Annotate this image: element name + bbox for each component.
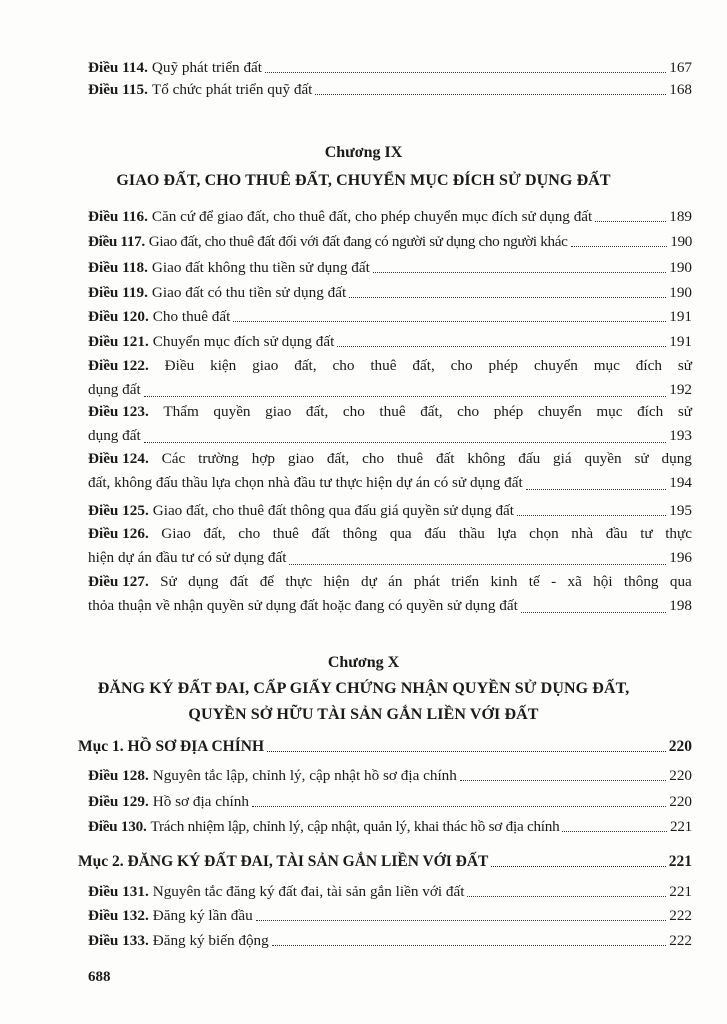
chapter-number: Chương IX [324,144,403,161]
page-ref: 222 [669,907,692,924]
title-word: đấu [424,525,447,542]
title-word: cho [362,450,385,467]
dot-leader [315,94,666,95]
toc-entry [88,80,692,99]
article-label: Điều 132. [88,907,149,924]
title-word: đất [311,525,331,542]
page-ref: 220 [668,738,692,755]
article-title: Tổ chức phát triển quỹ đất [151,81,313,98]
dot-leader [571,246,668,247]
title-word: chuyển [533,357,578,374]
article-title: Hồ sơ địa chính [152,793,249,810]
article-title: Cho thuê đất [152,308,231,325]
page-ref: 198 [669,597,692,614]
section-heading [78,853,692,871]
title-word: thông [342,525,378,542]
section-title: Mục 1. HỒ SƠ ĐỊA CHÍNH [78,738,265,755]
title-word: cho [342,403,365,420]
title-word: Sử [160,573,177,590]
dot-leader [460,780,666,781]
dot-leader [562,831,667,832]
article-label: Điều 125. [88,502,149,519]
article-title: Nguyên tắc đăng ký đất đai, tài sản gắn liền với đất [152,883,465,900]
article-label: Điều 121. [88,333,149,350]
dot-leader [521,612,666,613]
dot-leader [144,442,666,443]
section-title: Mục 2. ĐĂNG KÝ ĐẤT ĐAI, TÀI SẢN GẮN LIỀN VỚI ĐẤT [78,853,489,870]
article-label: Điều 127. [88,573,149,590]
dot-leader [595,221,666,222]
title-word: cho [450,357,473,374]
page-ref: 194 [669,474,692,491]
title-word: thuê [272,525,299,542]
page-ref: 220 [669,793,692,810]
toc-entry-wrapped [88,400,692,448]
dot-leader [144,396,666,397]
entry-line-2 [88,471,692,495]
page-ref: 192 [669,381,692,398]
article-title: Giao đất có thu tiền sử dụng đất [151,284,347,301]
toc-entry [88,258,692,277]
page-ref: 191 [669,308,692,325]
chapter-title-line-1: ĐĂNG KÝ ĐẤT ĐAI, CẤP GIẤY CHỨNG NHẬN QUYỀN SỬ DỤNG ĐẤT, [97,680,630,697]
toc-entry-wrapped [88,522,692,570]
title-word: thuê [379,403,406,420]
article-title: Giao đất, cho thuê đất đối với đất đang có người sử dụng cho người khác [148,233,568,250]
article-title: Nguyên tắc lập, chỉnh lý, cập nhật hồ sơ địa chính [152,767,457,784]
title-word: Các [161,450,186,467]
dot-leader [272,945,666,946]
title-word: chọn [529,525,559,542]
title-word: thông [623,573,659,590]
title-word: án [388,573,403,590]
title-word: đất, [203,525,226,542]
title-word: Giao [161,525,191,542]
page-ref: 195 [669,502,692,519]
article-label: Điều 124. [88,450,149,467]
toc-entry [88,332,692,351]
title-word: quyền [584,450,622,467]
entry-line-2 [88,594,692,618]
toc-entry [88,817,692,836]
entry-line-2 [88,378,692,402]
page-ref: 221 [669,883,692,900]
article-title: Giao đất, cho thuê đất thông qua đấu giá quyền sử dụng đất [152,502,515,519]
title-word: phát [413,573,440,590]
page-ref: 196 [669,549,692,566]
page-ref: 190 [669,284,692,301]
title-word: hợp [251,450,275,467]
article-title: Quỹ phát triển đất [151,59,263,76]
article-label: Điều 130. [88,818,147,835]
page-ref: 221 [668,853,692,870]
title-word: đích [637,403,664,420]
article-title: Trách nhiệm lập, chỉnh lý, cập nhật, quản lý, khai thác hồ sơ địa chính [150,818,560,835]
title-word: cho [457,403,480,420]
dot-leader [233,321,666,322]
article-label: Điều 128. [88,767,149,784]
dot-leader [267,751,666,752]
title-word: đất, [412,357,435,374]
article-title-cont: dụng đất [88,381,141,398]
entry-line-2 [88,424,692,448]
toc-entry [88,232,692,251]
section-heading [78,738,692,756]
article-label: Điều 117. [88,233,145,250]
title-word: xã [567,573,582,590]
article-label: Điều 129. [88,793,149,810]
title-word: tế [528,573,540,590]
chapter-title-line-2: QUYỀN SỞ HỮU TÀI SẢN GẮN LIỀN VỚI ĐẤT [188,706,539,723]
article-label: Điều 122. [88,357,149,374]
dot-leader [265,72,666,73]
toc-entry [88,307,692,326]
page-ref: 190 [670,233,692,250]
title-word: chuyển [537,403,582,420]
article-title: Căn cứ để giao đất, cho thuê đất, cho phép chuyển mục đích sử dụng đất [151,208,593,225]
title-word: Điều [164,357,195,374]
chapter-heading [0,140,727,194]
title-word: để [259,573,275,590]
dot-leader [349,297,666,298]
chapter-title: GIAO ĐẤT, CHO THUÊ ĐẤT, CHUYỂN MỤC ĐÍCH SỬ DỤNG ĐẤT [116,172,611,189]
title-word: thầu [458,525,485,542]
title-word: kiện [210,357,237,374]
chapter-number: Chương X [327,654,400,671]
page-ref: 190 [669,259,692,276]
toc-entry [88,501,692,520]
title-word: trường [198,450,239,467]
title-word: triển [451,573,480,590]
title-word: lựa [497,525,517,542]
toc-entry [88,766,692,785]
page-ref: 167 [669,59,692,76]
entry-line-1 [88,570,692,594]
dot-leader [517,515,666,516]
page-ref: 220 [669,767,692,784]
dot-leader [289,564,666,565]
article-title-cont: dụng đất [88,427,141,444]
article-title-cont: đất, không đấu thầu lựa chọn nhà đầu tư thực hiện dự án có sử dụng đất [88,474,523,491]
article-title-cont: thỏa thuận về nhận quyền sử dụng đất hoặc đang có quyền sử dụng đất [88,597,518,614]
title-word: đầu [605,525,628,542]
article-title: Đăng ký lần đầu [152,907,253,924]
title-word: hội [593,573,613,590]
title-word: phép [493,403,524,420]
title-word: đất, [326,450,350,467]
title-word: qua [669,573,692,590]
article-label: Điều 133. [88,932,149,949]
title-word: đất, [420,403,443,420]
page-ref: 189 [669,208,692,225]
title-word: thực [285,573,313,590]
article-title: Giao đất không thu tiền sử dụng đất [151,259,370,276]
dot-leader [252,806,666,807]
title-word: qua [389,525,412,542]
title-word: cho [332,357,355,374]
article-label: Điều 131. [88,883,149,900]
title-word: sử [677,403,692,420]
title-word: đất [229,573,249,590]
toc-entry [88,283,692,302]
dot-leader [256,920,667,921]
title-word: đích [635,357,662,374]
toc-entry-wrapped [88,354,692,402]
dot-leader [337,346,666,347]
page-ref: 168 [669,81,692,98]
toc-entry-wrapped [88,447,692,495]
title-word: - [551,573,557,590]
title-word: thuê [396,450,424,467]
article-label: Điều 116. [88,208,148,225]
title-word: tư [640,525,653,542]
toc-entry-wrapped [88,570,692,618]
title-word: đấu [518,450,541,467]
title-word: phép [488,357,519,374]
title-word: Thẩm [163,403,199,420]
dot-leader [526,489,667,490]
entry-line-1 [88,400,692,424]
title-word: giao [265,403,292,420]
page-ref: 193 [669,427,692,444]
title-word: mục [593,357,620,374]
page-ref: 191 [669,333,692,350]
title-word: sử [677,357,692,374]
article-title: Đăng ký biến động [152,932,269,949]
title-word: kinh [490,573,518,590]
toc-entry [88,58,692,77]
page-number: 688 [88,969,111,985]
dot-leader [491,866,665,867]
entry-line-1 [88,522,692,546]
title-word: thuê [370,357,397,374]
page-ref: 222 [669,932,692,949]
chapter-heading [0,650,727,728]
title-word: giao [287,450,314,467]
title-word: đất [435,450,455,467]
title-word: giao [252,357,279,374]
title-word: dự [360,573,377,590]
entry-line-2 [88,546,692,570]
article-label: Điều 115. [88,81,148,98]
title-word: nhà [571,525,594,542]
title-word: thực [665,525,692,542]
title-word: dụng [188,573,219,590]
article-label: Điều 119. [88,284,148,301]
page-ref: 221 [669,818,692,835]
dot-leader [373,272,666,273]
article-label: Điều 126. [88,525,149,542]
dot-leader [467,896,666,897]
article-label: Điều 120. [88,308,149,325]
title-word: quyền [213,403,251,420]
article-label: Điều 123. [88,403,149,420]
toc-entry [88,882,692,901]
toc-entry [88,906,692,925]
toc-entry [88,207,692,226]
article-title-cont: hiện dự án đầu tư có sử dụng đất [88,549,287,566]
article-label: Điều 118. [88,259,148,276]
title-word: dụng [661,450,692,467]
title-word: không [467,450,506,467]
article-label: Điều 114. [88,59,148,76]
title-word: sử [634,450,649,467]
title-word: giá [553,450,572,467]
title-word: mục [596,403,623,420]
title-word: đất, [294,357,317,374]
toc-entry [88,931,692,950]
entry-line-1 [88,354,692,378]
toc-entry [88,792,692,811]
entry-line-1 [88,447,692,471]
title-word: đất, [305,403,329,420]
title-word: cho [238,525,261,542]
title-word: hiện [323,573,350,590]
article-title: Chuyển mục đích sử dụng đất [152,333,335,350]
